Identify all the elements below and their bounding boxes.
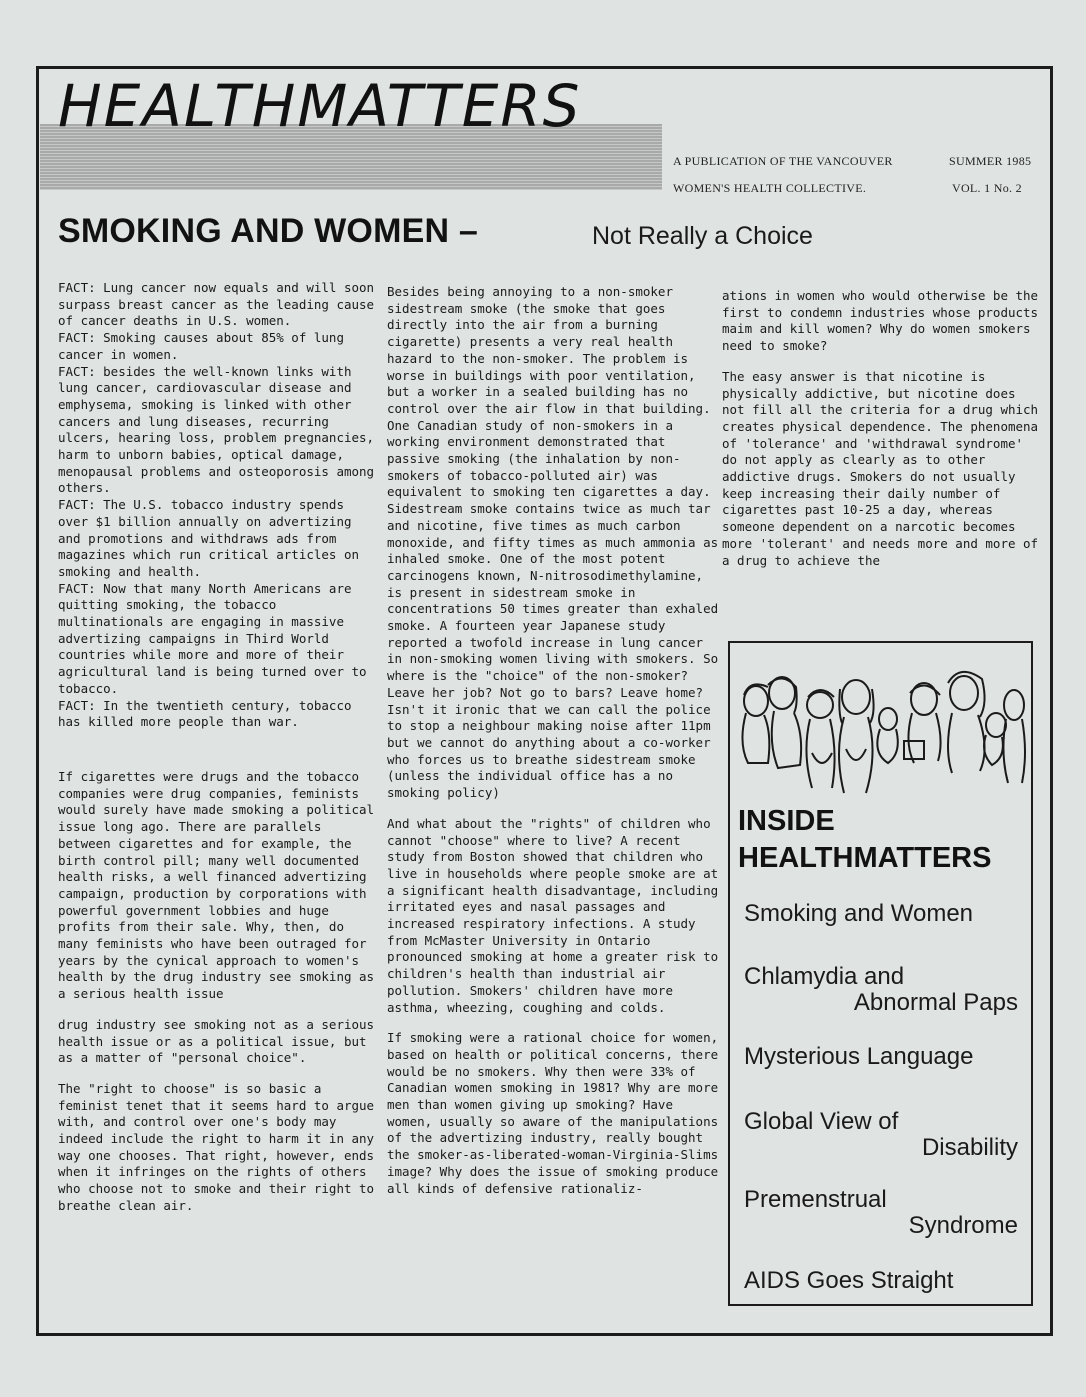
inside-title [738, 803, 991, 877]
inside-contents-box [728, 641, 1033, 1306]
fact-paragraph: FACT: Now that many North Americans are quitting smoking, the tobacco multinationals are engaging in massive advertizing campaigns in Third World countries while more and more of their agricultural land is being turned over to tobacco. [58, 580, 367, 696]
toc-item-line-2: Syndrome [908, 1212, 1018, 1239]
body-paragraph: The "right to choose" is so basic a feminist tenet that it seems hard to argue with, and control over one's body may indeed include the right to harm it in any way one chooses. That right, however, ends when it infringes on the rights of others who choose not to smoke and their right to breathe clean air. [58, 1080, 375, 1213]
fact-paragraph: FACT: Lung cancer now equals and will soon surpass breast cancer as the leading cause of cancer deaths in U.S. women. [58, 280, 375, 329]
article-headline: SMOKING AND WOMEN – [58, 212, 478, 250]
fact-paragraph: FACT: besides the well-known links with lung cancer, cardiovascular disease and emphysema, smoking is linked with other cancers and lung diseases, recurring ulcers, hearing loss, problem pregnancies, harm to unborn babies, optical damage, menopausal problems and osteoporosis among others. [58, 363, 375, 496]
article-column-1 [58, 280, 380, 1215]
fact-paragraph: FACT: The U.S. tobacco industry spends over $1 billion annually on advertizing and promotions and withdraws ads from magazines which run critical articles on smoking and health. [58, 497, 360, 579]
toc-item-line-1: Premenstrual [744, 1186, 887, 1213]
inside-title-line-2: HEALTHMATTERS [738, 842, 992, 874]
inside-title-line-1: INSIDE [738, 805, 835, 837]
toc-item-line-2: Abnormal Paps [853, 989, 1018, 1016]
toc-item-line-1: Global View of [744, 1108, 899, 1135]
body-paragraph: ations in women who would otherwise be the first to condemn industries whose products maim and kill women? Why do women smokers need to smoke? [722, 288, 1039, 354]
fact-paragraph: FACT: In the twentieth century, tobacco has killed more people than war. [58, 697, 352, 730]
body-paragraph: drug industry see smoking not as a serious health issue or as a political issue, but as a matter of "personal choice". [58, 1016, 375, 1066]
body-paragraph: If cigarettes were drugs and the tobacco companies were drug companies, feminists would surely have made smoking a political issue long ago. There are parallels between cigarettes and for example, the birth control pill; many well documented health risks, a well financed advertizing campaign, production by corporations with powerful government lobbies and huge profits from their sale. Why, then, do many feminists who have been outraged for years by the cynical approach to women's health by the drug industry see smoking as a serious health issue [58, 768, 375, 1002]
toc-item-line-1: AIDS Goes Straight [744, 1267, 954, 1294]
toc-item-chlamydia[interactable] [744, 964, 1018, 1016]
body-paragraph: The easy answer is that nicotine is physically addictive, but nicotine does not fill all the criteria for a drug which creates physical dependence. The phenomena of 'tolerance' and 'withdrawal syndrome' do not apply as clearly as to other addictive drugs. Smokers do not usually keep increasing their daily number of cigarettes past 10-25 a day, whereas someone dependent on a narcotic becomes more 'tolerant' and needs more and more of a drug to achieve the [722, 368, 1039, 568]
publisher-line-2: WOMEN'S HEALTH COLLECTIVE. [673, 181, 867, 195]
toc-item-smoking-and-women[interactable] [744, 901, 1018, 927]
toc-item-aids-goes-straight[interactable] [744, 1268, 1018, 1294]
toc-item-premenstrual-syndrome[interactable] [744, 1187, 1018, 1239]
article-column-2 [387, 284, 719, 1197]
publisher-line-1: A PUBLICATION OF THE VANCOUVER [673, 154, 893, 168]
body-paragraph: And what about the "rights" of children who cannot "choose" where to live? A recent study from Boston showed that children who live in households where people smoke are at a significant health disadvantage, including irritated eyes and nasal passages and increased respiratory infections. A study from McMaster University in Ontario pronounced smoking at home a greater risk to children's health than industrial air pollution. Smokers' children have more asthma, wheezing, coughing and colds. [387, 815, 719, 1015]
issue-season: SUMMER 1985 [949, 154, 1032, 168]
toc-item-global-view-of-disability[interactable] [744, 1109, 1018, 1161]
toc-item-line-1: Chlamydia and [744, 963, 905, 990]
toc-item-line-1: Mysterious Language [744, 1043, 974, 1070]
article-column-3 [722, 288, 1044, 569]
toc-item-line-1: Smoking and Women [744, 900, 974, 927]
toc-item-line-2: Disability [921, 1134, 1018, 1161]
body-paragraph: Besides being annoying to a non-smoker sidestream smoke (the smoke that goes directly into the air from a burning cigarette) presents a very real health hazard to the non-smoker. The problem is worse in buildings with poor ventilation, but a worker in a sealed building has no control over the air flow in that building. One Canadian study of non-smokers in a working environment demonstrated that passive smoking (the inhalation by non-smokers of tobacco-polluted air) was equivalent to smoking ten cigarettes a day. Sidestream smoke contains twice as much tar and nicotine, five times as much carbon monoxide, and fifty times as much ammonia as inhaled smoke. One of the most potent carcinogens known, N-nitrosodimethylamine, is present in sidestream smoke in concentrations 50 times greater than exhaled smoke. A fourteen year Japanese study reported a twofold increase in lung cancer in non-smoking women living with smokers. So where is the "choice" of the non-smoker? Leave her job? Not go to bars? Leave home? Isn't it ironic that we can call the police to stop a neighbour making noise after 11pm but we cannot do anything about a co-worker who forces us to breathe sidestream smoke (unless the individual office has a no smoking policy) [387, 284, 719, 801]
fact-paragraph: FACT: Smoking causes about 85% of lung cancer in women. [58, 330, 344, 362]
issue-volume: VOL. 1 No. 2 [952, 181, 1022, 195]
toc-item-mysterious-language[interactable] [744, 1044, 1018, 1070]
article-subheadline: Not Really a Choice [592, 222, 813, 250]
women-group-illustration [738, 653, 1026, 803]
masthead-title: HEALTHMATTERS [58, 72, 582, 140]
body-paragraph: If smoking were a rational choice for women, based on health or political concerns, there would be no smokers. Why then were 33% of Canadian women smoking in 1981? Why are more men than women giving up smoking? Have women, usually so aware of the manipulations of the advertizing industry, really bought the smoker-as-liberated-woman-Virginia-Slims image? Why does the issue of smoking produce all kinds of defensive rationaliz- [387, 1030, 719, 1196]
